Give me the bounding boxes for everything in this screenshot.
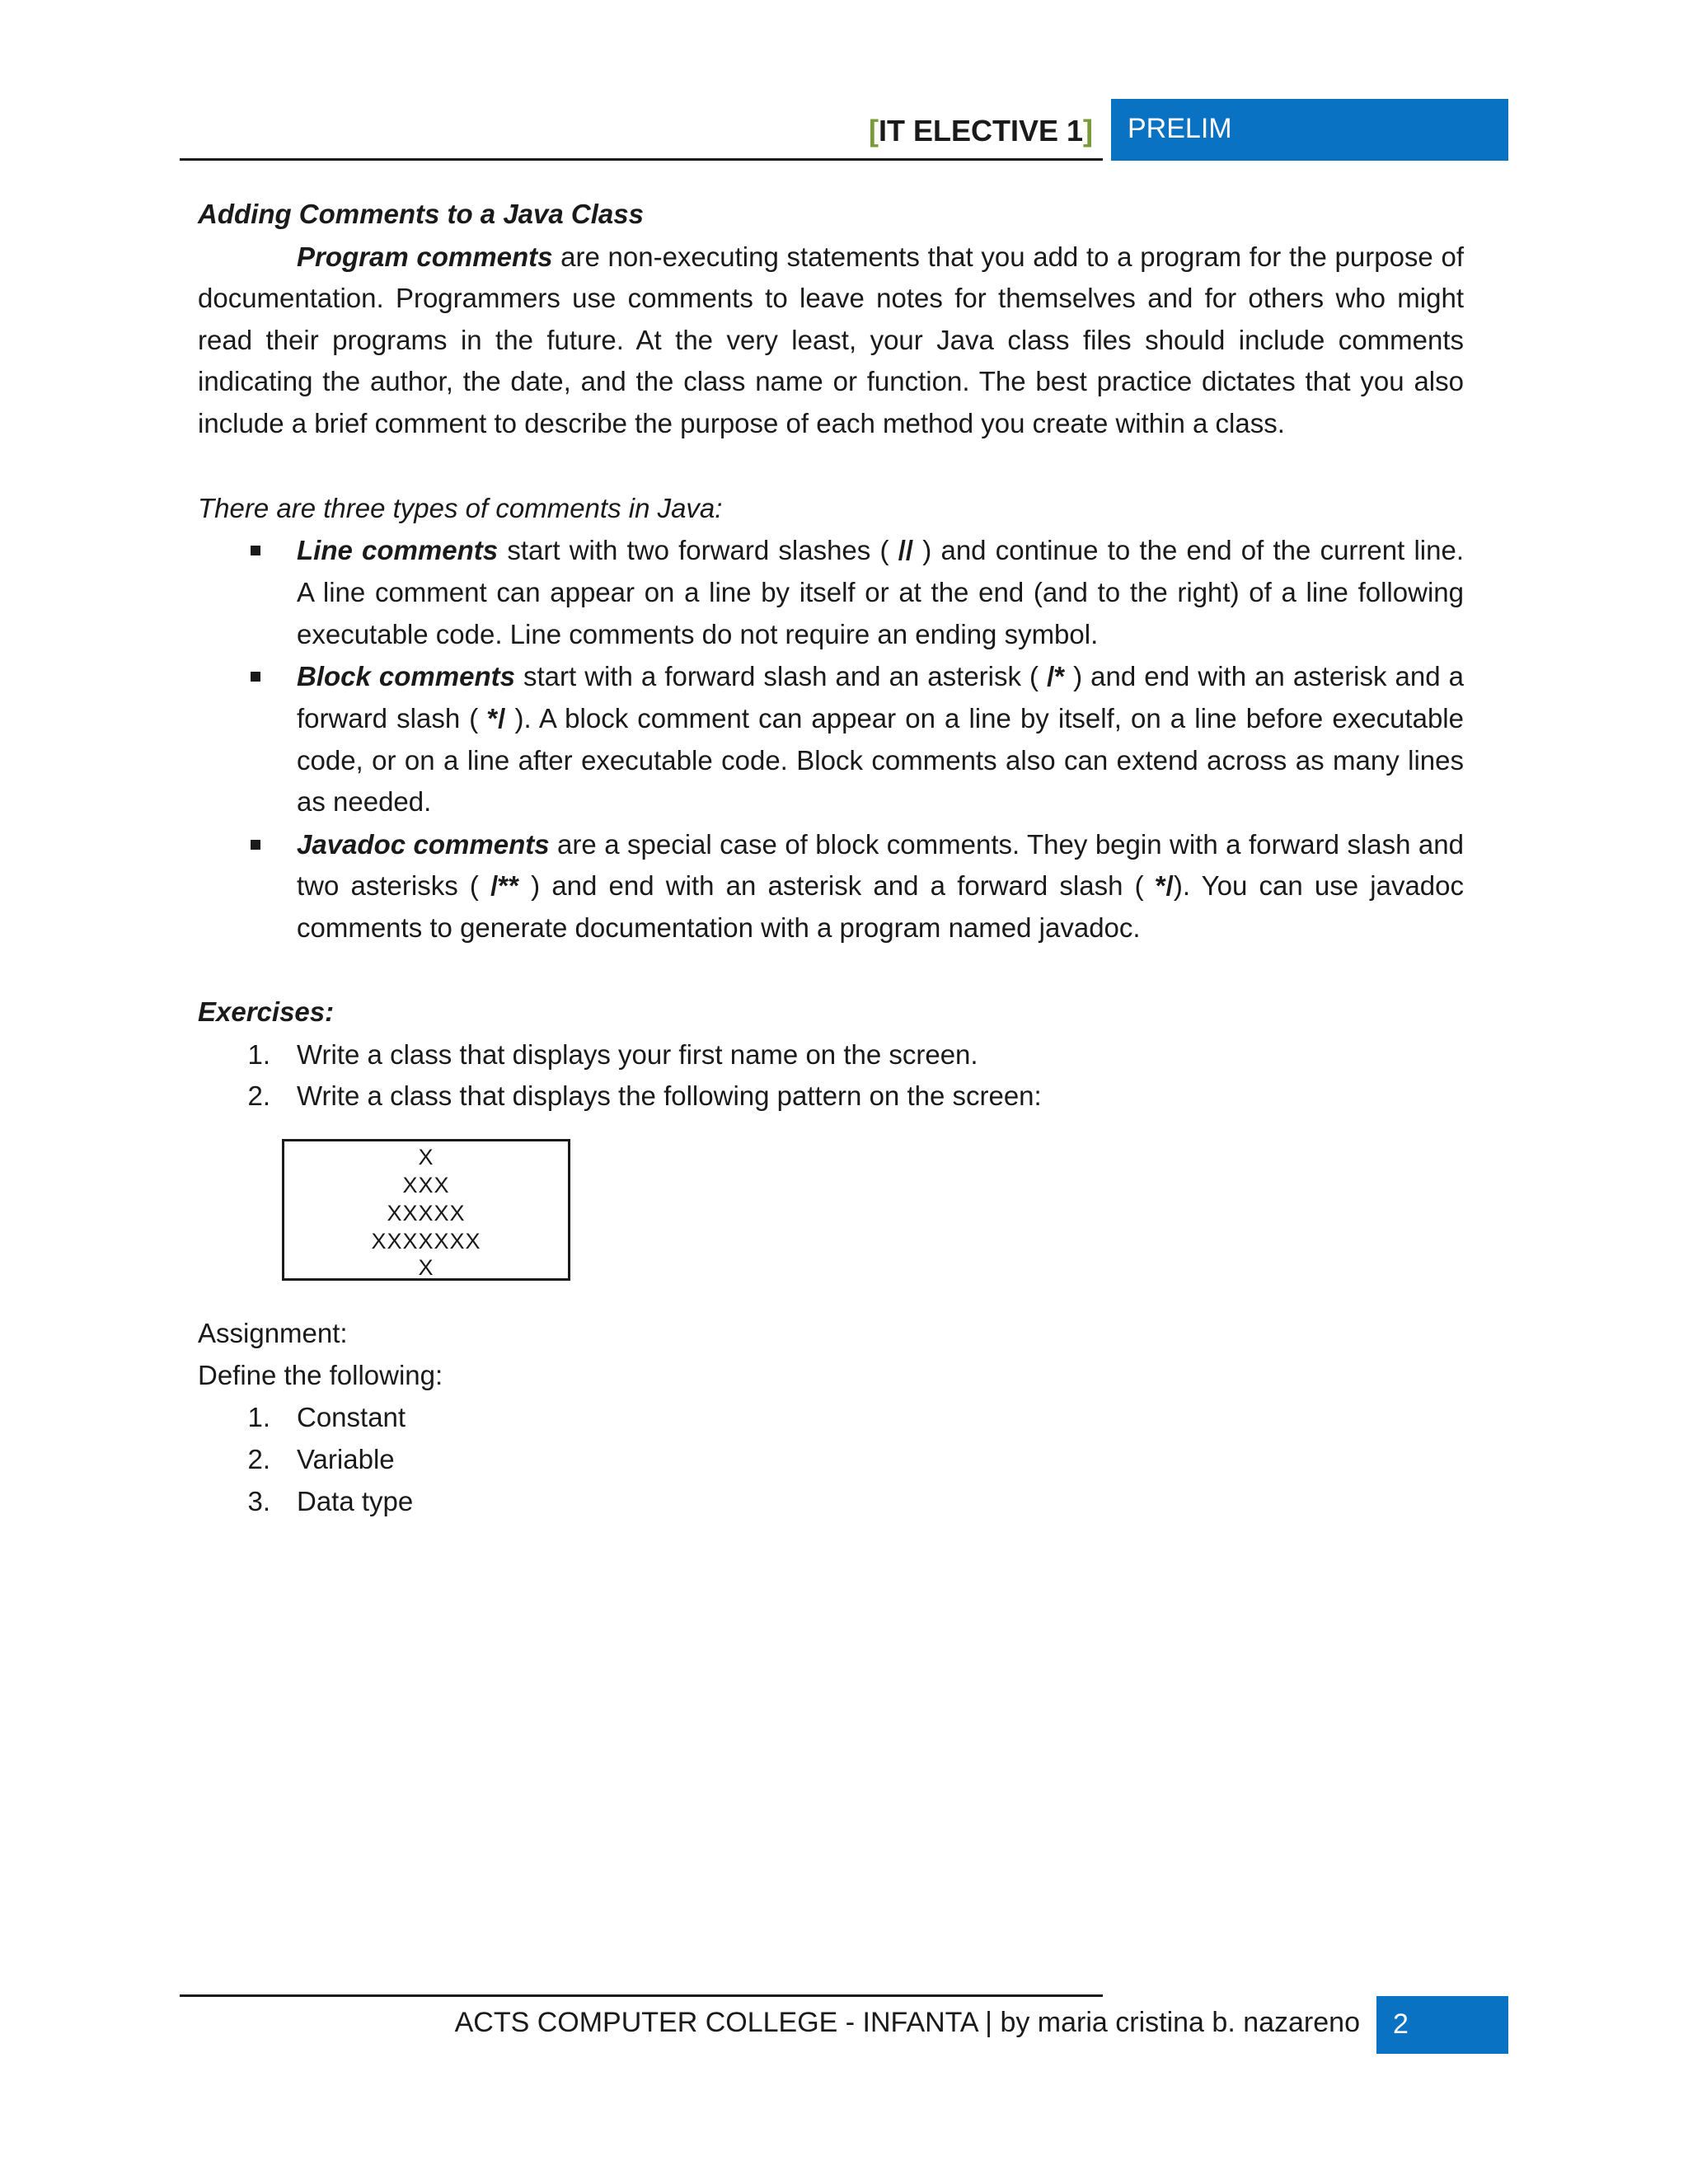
assignment-number: 2. (247, 1444, 270, 1474)
assignment-item-2: Variable (297, 1444, 395, 1474)
block-comments-line2-a: forward slash ( (297, 703, 479, 733)
bullet-icon (251, 672, 260, 682)
exercise-number: 2. (247, 1080, 270, 1111)
javadoc-comments-line2 (297, 868, 1464, 904)
pattern-row: XXXXX (387, 1201, 466, 1226)
types-intro: There are three types of comments in Java: (198, 493, 723, 523)
header-term: PRELIM (1128, 113, 1232, 144)
exercise-item-1: Write a class that displays your first name on the screen. (297, 1039, 978, 1070)
exercise-item-2: Write a class that displays the following pattern on the screen: (297, 1080, 1042, 1111)
assignment-number: 1. (247, 1402, 270, 1432)
block-comments-text-b: ) and end with an asterisk and a (1073, 661, 1464, 691)
assignment-number: 3. (247, 1486, 270, 1516)
block-comments-line2 (297, 701, 1464, 737)
header-rule (180, 158, 1103, 161)
para1-line1 (198, 239, 1464, 275)
code-double-slash: // (898, 535, 914, 565)
assignment-item-1: Constant (297, 1402, 406, 1432)
line-comments-text-a: start with two forward slashes ( (507, 535, 889, 565)
block-comments-text-a: start with a forward slash and an asterisk ( (523, 661, 1039, 691)
assignment-title: Assignment: (198, 1318, 348, 1348)
javadoc-comments-term: Javadoc comments (297, 829, 550, 860)
code-block-open: /* (1047, 661, 1066, 691)
header-course (869, 110, 1093, 152)
block-comments-line2-b: ). A block comment can appear on a line by itself, on a line before executable (514, 703, 1464, 733)
assignment-item-3: Data type (297, 1486, 414, 1516)
block-comments-term: Block comments (297, 661, 515, 691)
exercise-number: 1. (247, 1039, 270, 1070)
line-comments-line1 (297, 532, 1464, 569)
code-javadoc-close: */ (1155, 870, 1174, 901)
exercises-title: Exercises: (198, 996, 335, 1027)
section-title: Adding Comments to a Java Class (198, 199, 644, 229)
para1-line3: read their programs in the future. At the very least, your Java class files should include comments (198, 325, 1464, 355)
pattern-box (282, 1139, 570, 1281)
para1-line1-text: are non-executing statements that you add to a program for the purpose of (560, 241, 1464, 272)
bracket-open: [ (868, 114, 879, 148)
block-comments-line1 (297, 658, 1464, 695)
para1-line4: indicating the author, the date, and the class name or function. The best practice dictates that you also (198, 366, 1464, 396)
line-comments-term: Line comments (297, 535, 499, 565)
pattern-row: XXXXXXX (371, 1229, 481, 1254)
pattern-row: X (418, 1145, 434, 1169)
assignment-intro: Define the following: (198, 1360, 443, 1390)
para1-line5: include a brief comment to describe the purpose of each method you create within a class. (198, 408, 1285, 438)
block-comments-line3: code, or on a line after executable code. Block comments also can extend across as many lines (297, 745, 1464, 776)
javadoc-line2-a: two asterisks ( (297, 870, 479, 901)
line-comments-text-b: ) and continue to the end of the current line. (922, 535, 1465, 565)
footer-rule (180, 1994, 1103, 1997)
course-title: IT ELECTIVE 1 (878, 114, 1083, 148)
line-comments-line3: executable code. Line comments do not require an ending symbol. (297, 619, 1099, 649)
bracket-close: ] (1083, 114, 1093, 148)
javadoc-comments-text: are a special case of block comments. They begin with a forward slash and (557, 829, 1464, 860)
pattern-row: X (418, 1255, 434, 1280)
javadoc-line2-b: ) and end with an asterisk and a forward slash ( (531, 870, 1144, 901)
footer-text: ACTS COMPUTER COLLEGE - INFANTA | by maria cristina b. nazareno (454, 2007, 1360, 2038)
code-block-close: */ (487, 703, 506, 733)
bullet-icon (251, 546, 260, 555)
pattern-row: XXX (402, 1173, 450, 1197)
javadoc-line2-c: ). You can use javadoc (1173, 870, 1464, 901)
para1-line2: documentation. Programmers use comments to leave notes for themselves and for others who might (198, 283, 1464, 313)
block-comments-line4: as needed. (297, 786, 432, 817)
code-javadoc-open: /** (490, 870, 519, 901)
line-comments-line2: A line comment can appear on a line by itself or at the end (and to the right) of a line following (297, 577, 1464, 607)
program-comments-term: Program comments (297, 241, 553, 272)
page-number: 2 (1393, 2008, 1409, 2040)
javadoc-comments-line1 (297, 827, 1464, 863)
javadoc-comments-line3: comments to generate documentation with a program named javadoc. (297, 912, 1141, 943)
bullet-icon (251, 840, 260, 850)
